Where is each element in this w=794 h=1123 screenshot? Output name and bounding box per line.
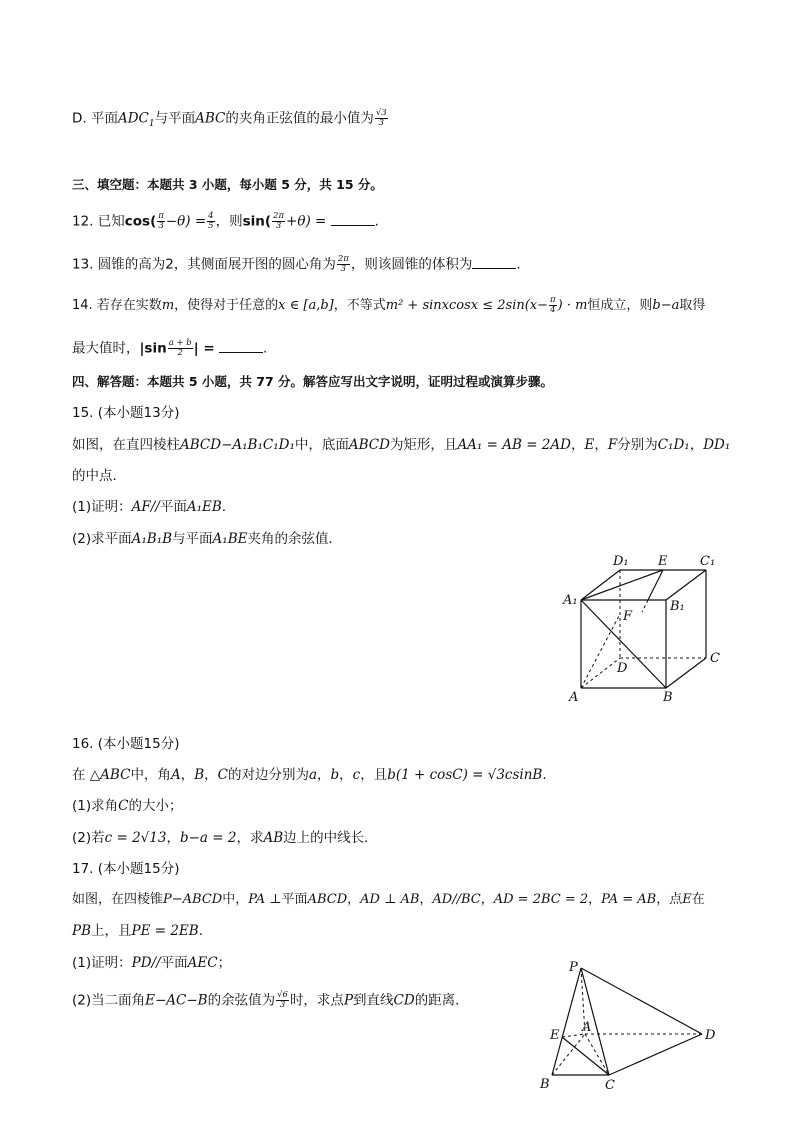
text: ，且 (360, 767, 388, 783)
math: PE = 2EB (131, 923, 199, 939)
hidden-segment-af (581, 614, 620, 688)
text: 边上的中线长． (283, 830, 378, 846)
text: 中，底面 (294, 437, 349, 453)
math: b (330, 767, 340, 783)
question-15-line-1 (72, 436, 730, 454)
question-14-line-2 (72, 339, 267, 358)
text: 的大小； (128, 798, 183, 814)
text: 到直线 (353, 992, 394, 1009)
math: AA₁ = AB = 2AD (457, 437, 571, 453)
text: 中， (222, 892, 249, 907)
text: ， (570, 437, 585, 453)
hidden-edge-ad (581, 658, 620, 688)
hidden-edge-ac (585, 1034, 609, 1075)
math: ABCD−A₁B₁C₁D₁ (180, 437, 295, 453)
math: AEC (187, 955, 218, 971)
math: E (584, 437, 595, 453)
text: ， (689, 437, 704, 453)
text: . (516, 256, 521, 273)
math: −θ) = (165, 213, 207, 230)
math: cos( (124, 213, 157, 230)
question-16-part-1 (72, 797, 182, 815)
text: ， (347, 892, 361, 907)
label-D: D (705, 1028, 716, 1043)
frac-num: 2π (337, 254, 349, 264)
text: 与平面 (154, 110, 196, 127)
fraction (337, 255, 350, 274)
hidden-segment-eb (642, 600, 648, 612)
text: 14. 若存在实数 (72, 298, 162, 313)
text: 如图，在四棱锥 (72, 892, 164, 907)
question-15-part-2 (72, 530, 342, 548)
text: 的夹角正弦值的最小值为 (225, 110, 374, 127)
text: ， (594, 437, 608, 453)
text: 为矩形，且 (389, 437, 458, 453)
fraction (207, 212, 214, 231)
frac-den: 3 (158, 221, 164, 231)
text: 中，角 (130, 767, 171, 783)
frac-num: √3 (375, 108, 387, 118)
text: (2)若 (72, 830, 105, 846)
math: m² + sinxcosx ≤ 2sin(x− (385, 298, 549, 313)
frac-den: 3 (340, 264, 347, 274)
text: . (263, 340, 268, 357)
text: 的距离． (414, 992, 469, 1009)
label-B: B (540, 1077, 550, 1092)
question-15-part-1 (72, 498, 226, 516)
math: △ABC (89, 767, 131, 783)
question-16-part-2 (72, 829, 378, 847)
text: ，则 (215, 213, 243, 230)
frac-den: 5 (208, 221, 214, 231)
text: 上，且 (91, 923, 132, 939)
math: AF// (131, 499, 160, 515)
text: ， (339, 767, 353, 783)
math: b(1 + cosC) = √3csinB (387, 767, 543, 783)
text: 13. 圆锥的高为2，其侧面展开图的圆心角为 (72, 256, 336, 273)
text: ， (480, 892, 494, 907)
edge-cd (609, 1034, 702, 1075)
question-17-line-2 (72, 922, 203, 940)
prism-figure (560, 550, 730, 710)
text: 分别为 (617, 437, 658, 453)
math: A₁EB (186, 499, 222, 515)
fraction (375, 109, 388, 128)
fraction (272, 212, 285, 231)
text: 时，求点 (289, 992, 344, 1009)
text: ，不等式 (333, 298, 386, 313)
answer-blank[interactable] (472, 256, 516, 269)
answer-blank[interactable] (219, 340, 263, 353)
text: 夹角的余弦值． (247, 531, 342, 547)
option-d (72, 109, 389, 133)
math: |sin (139, 340, 167, 357)
fraction (549, 296, 557, 315)
question-13 (72, 255, 521, 274)
math: | = (193, 340, 215, 357)
frac-num: a + b (168, 338, 192, 348)
frac-den: 3 (275, 221, 282, 231)
text: 12. 已知 (72, 213, 125, 230)
text: . (542, 767, 547, 783)
question-12 (72, 212, 379, 231)
question-16-title: 16. (本小题15分) (72, 736, 180, 752)
math: sin( (242, 213, 272, 230)
edge-a1d1 (581, 570, 620, 600)
label-P: P (569, 960, 578, 975)
text: (1)证明： (72, 955, 132, 971)
math: b−a (652, 298, 680, 313)
label-D: D (617, 661, 628, 676)
frac-num: √6 (277, 990, 288, 1000)
math: E (682, 892, 692, 907)
math: 1 (148, 119, 155, 130)
text: ， (317, 767, 331, 783)
text: 取得 (679, 298, 706, 313)
frac-num: 4 (208, 211, 214, 221)
frac-den: 3 (279, 1000, 286, 1010)
question-17-line-1 (72, 891, 705, 909)
label-B1: B₁ (670, 599, 685, 614)
question-17-title: 17. (本小题15分) (72, 861, 180, 877)
text: 恒成立，则 (587, 298, 653, 313)
text: 如图，在直四棱柱 (72, 437, 180, 453)
math: C (118, 798, 129, 814)
text: 平面 (159, 499, 187, 515)
question-17-part-1 (72, 954, 231, 972)
math: E−AC−B (145, 992, 208, 1009)
edge-pd (581, 968, 702, 1034)
math: +θ) = (286, 213, 327, 230)
text: 在 (72, 767, 90, 783)
fraction (276, 991, 289, 1010)
math: b−a = 2 (179, 830, 237, 846)
math: C (217, 767, 228, 783)
text: 最大值时， (72, 340, 140, 357)
text: ， (180, 767, 195, 783)
label-E: E (550, 1028, 560, 1043)
math: PA = AB (601, 892, 657, 907)
edge-bc (666, 658, 706, 688)
label-B: B (663, 690, 673, 705)
text: (1)证明： (72, 499, 132, 515)
question-15-title: 15. (本小题13分) (72, 405, 180, 421)
math: AD ⊥ AB (360, 892, 420, 907)
fraction (157, 212, 165, 231)
text: ， (204, 767, 218, 783)
frac-den: 3 (378, 118, 384, 128)
edge-b1c1 (666, 570, 706, 600)
frac-num: π (550, 295, 556, 305)
math: PD// (131, 955, 161, 971)
math: P−ABCD (163, 892, 223, 907)
math: c (352, 767, 361, 783)
label-C1: C₁ (700, 554, 716, 569)
label-E: E (658, 554, 668, 569)
text: (2)当二面角 (72, 992, 146, 1009)
math: C₁D₁ (657, 437, 690, 453)
math: B (194, 767, 205, 783)
math: c = 2√13 (104, 830, 167, 846)
text: ； (217, 955, 232, 971)
text: 的余弦值为 (207, 992, 276, 1009)
text: . (198, 923, 204, 939)
text: 的对边分别为 (227, 767, 309, 783)
math: ABCD (307, 892, 348, 907)
text: ， (588, 892, 602, 907)
text: . (374, 213, 379, 230)
pyramid-figure (535, 955, 725, 1095)
label-C: C (710, 651, 720, 666)
question-17-part-2 (72, 991, 469, 1010)
text: D. 平面 (72, 110, 118, 127)
math: ) · m (557, 298, 588, 313)
math: a (308, 767, 318, 783)
text: 与平面 (172, 531, 213, 547)
math: AD = 2BC = 2 (493, 892, 589, 907)
math: AB (263, 830, 284, 846)
fraction (168, 339, 193, 358)
text: ，使得对于任意的 (174, 298, 279, 313)
text: 在 (691, 892, 705, 907)
math: P (343, 992, 354, 1009)
text: 平面 (160, 955, 188, 971)
text: ，求 (236, 830, 264, 846)
math: F (607, 437, 618, 453)
text: (1)求角 (72, 798, 119, 814)
math: m (161, 298, 175, 313)
section-3-heading: 三、填空题：本题共 3 小题，每小题 5 分，共 15 分。 (72, 177, 383, 192)
question-16-line-1 (72, 766, 547, 784)
text: ， (166, 830, 180, 846)
question-15-line-2: 的中点． (72, 468, 126, 484)
math: A₁BE (212, 531, 248, 547)
label-D1: D₁ (613, 554, 629, 569)
segment-ec (562, 1037, 609, 1075)
label-A1: A₁ (563, 593, 578, 608)
math: x ∈ [a,b] (278, 298, 334, 313)
label-A: A (582, 1020, 592, 1035)
text: ，则该圆锥的体积为 (350, 256, 473, 273)
frac-den: 4 (550, 305, 556, 315)
label-C: C (605, 1078, 615, 1093)
text: ， (419, 892, 433, 907)
math: A₁B₁B (131, 531, 173, 547)
section-4-heading: 四、解答题：本题共 5 小题，共 77 分。解答应写出文字说明，证明过程或演算步骤。 (72, 374, 554, 389)
math: CD (393, 992, 415, 1009)
label-A: A (569, 690, 579, 705)
math: DD₁ (703, 437, 731, 453)
text: 平面 (281, 892, 308, 907)
math: AD//BC (432, 892, 481, 907)
math: ABC (195, 110, 226, 127)
text: ，点 (656, 892, 683, 907)
math: A (170, 767, 181, 783)
math: ADC (117, 110, 149, 127)
math: PA ⊥ (248, 892, 282, 907)
text: . (221, 499, 227, 515)
frac-den: 2 (177, 348, 183, 358)
math: ABCD (348, 437, 390, 453)
math: PB (72, 923, 92, 939)
frac-num: 2π (273, 211, 285, 221)
text: (2)求平面 (72, 531, 132, 547)
answer-blank[interactable] (331, 213, 375, 226)
edge-pb (552, 968, 581, 1075)
label-F: F (623, 609, 633, 624)
question-14-line-1 (72, 296, 705, 315)
frac-num: π (158, 211, 164, 221)
